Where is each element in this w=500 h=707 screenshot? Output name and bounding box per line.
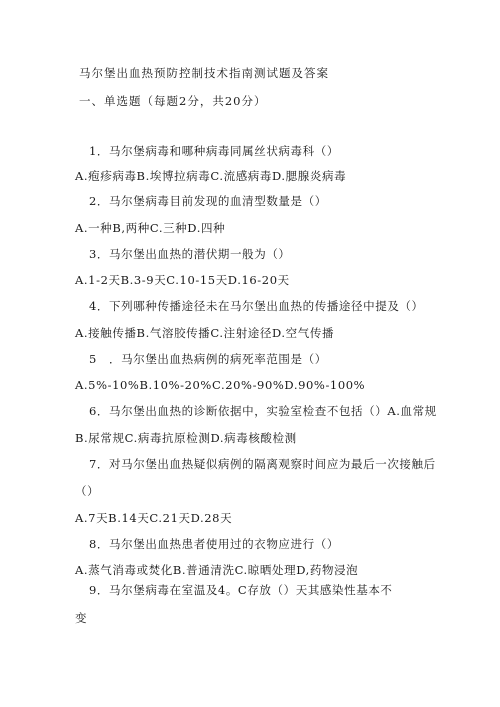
- question-8: 8．马尔堡出血热患者使用过的衣物应进行（）: [89, 537, 339, 551]
- question-8-options: A.蒸气消毒或焚化B.普通清洗C.晾晒处理D,药物浸泡: [75, 563, 359, 577]
- question-3-options: A.1-2天B.3-9天C.10-15天D.16-20天: [75, 273, 290, 287]
- question-5: 5 ．马尔堡出血热病例的病死率范围是（）: [89, 352, 327, 366]
- section-heading: 一、单选题（每题2分，共20分）: [79, 94, 267, 108]
- question-9-continuation: 变: [75, 611, 88, 625]
- question-4-options: A.接触传播B.气溶胶传播C.注射途径D.空气传播: [75, 326, 335, 340]
- question-6-options: B.尿常规C.病毒抗原检测D.病毒核酸检测: [75, 431, 297, 445]
- question-2: 2．马尔堡病毒目前发现的血清型数量是（）: [89, 194, 327, 208]
- question-7-continuation: （）: [75, 484, 100, 498]
- question-1: 1．马尔堡病毒和哪种病毒同属丝状病毒科（）: [89, 144, 339, 158]
- question-4: 4．下列哪种传播途径未在马尔堡出血热的传播途径中提及（）: [89, 299, 424, 313]
- question-7-options: A.7天B.14天C.21天D.28天: [75, 511, 233, 525]
- question-2-options: A.一种B,两种C.三种D.四种: [75, 221, 226, 235]
- question-7: 7．对马尔堡出血热疑似病例的隔离观察时间应为最后一次接触后: [89, 457, 436, 471]
- question-1-options: A.疱疹病毒B.埃博拉病毒C.流感病毒D.腮腺炎病毒: [75, 169, 347, 183]
- question-3: 3．马尔堡出血热的潜伏期一般为（）: [89, 247, 291, 261]
- question-5-options: A.5%-10%B.10%-20%C.20%-90%D.90%-100%: [75, 378, 366, 392]
- document-title: 马尔堡出血热预防控制技术指南测试题及答案: [79, 66, 329, 80]
- question-9: 9．马尔堡病毒在室温及4。C存放（）天其感染性基本不: [89, 583, 393, 597]
- question-6: 6．马尔堡出血热的诊断依据中，实验室检查不包括（）A.血常规: [89, 404, 437, 418]
